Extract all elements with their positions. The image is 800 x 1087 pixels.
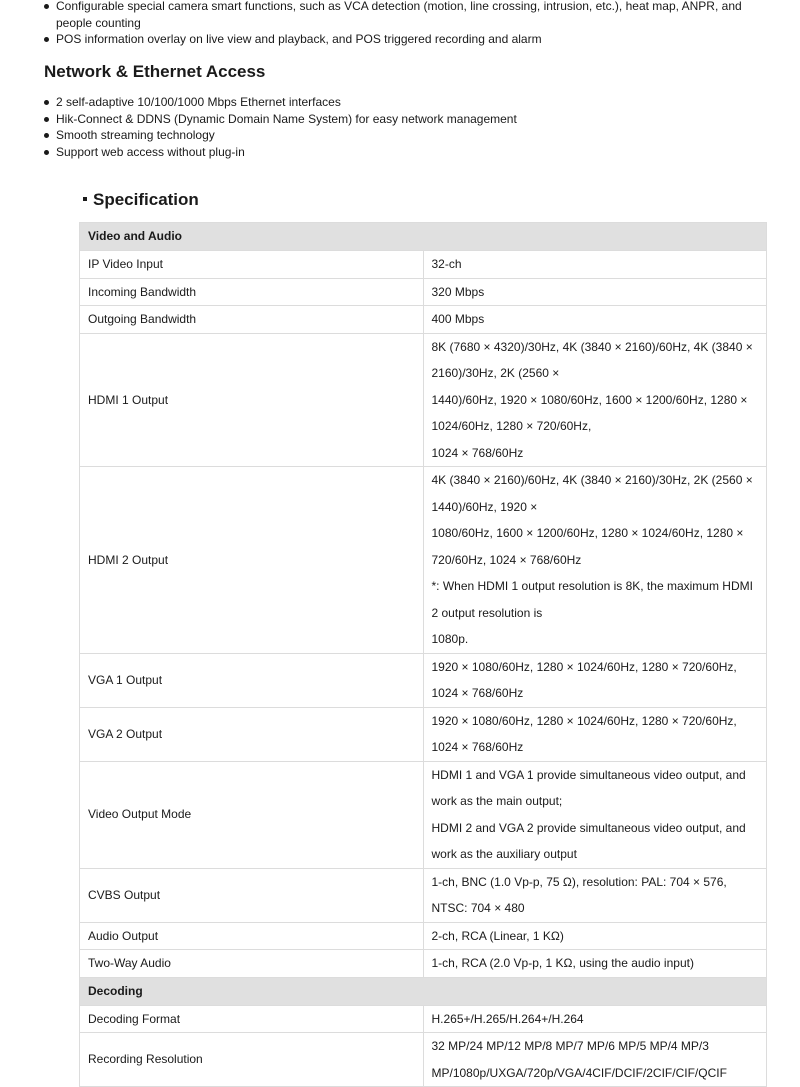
spec-value — [423, 707, 767, 761]
smart-features-list — [44, 0, 774, 48]
spec-value-line: 1920 × 1080/60Hz, 1280 × 1024/60Hz, 1280 × 720/60Hz, 1024 × 768/60Hz — [431, 713, 737, 754]
spec-value — [423, 868, 767, 922]
spec-value — [423, 922, 767, 950]
spec-value-line: *: When HDMI 1 output resolution is 8K, the maximum HDMI 2 output resolution is — [431, 579, 753, 620]
bullet-item: Support web access without plug-in — [44, 144, 774, 161]
table-row — [80, 467, 767, 654]
spec-label: Audio Output — [80, 922, 424, 950]
spec-label: Decoding Format — [80, 1005, 424, 1033]
spec-value — [423, 467, 767, 654]
spec-label: Incoming Bandwidth — [80, 278, 424, 306]
network-section-title: Network & Ethernet Access — [44, 62, 266, 81]
specification-table — [79, 222, 767, 1087]
spec-value — [423, 653, 767, 707]
square-bullet-icon — [83, 197, 87, 201]
table-row — [80, 950, 767, 978]
table-row — [80, 707, 767, 761]
table-row — [80, 306, 767, 334]
spec-value-line: 1920 × 1080/60Hz, 1280 × 1024/60Hz, 1280 × 720/60Hz, 1024 × 768/60Hz — [431, 659, 737, 700]
spec-value — [423, 1005, 767, 1033]
table-row — [80, 653, 767, 707]
table-row — [80, 1005, 767, 1033]
spec-value — [423, 950, 767, 978]
spec-value-line: 1080p. — [431, 632, 469, 646]
spec-label: Video Output Mode — [80, 761, 424, 868]
spec-value-line: 1024 × 768/60Hz — [431, 445, 524, 460]
spec-value-line: HDMI 2 and VGA 2 provide simultaneous video output, and work as the auxiliary output — [431, 820, 746, 861]
bullet-item: 2 self-adaptive 10/100/1000 Mbps Ethernet interfaces — [44, 94, 774, 111]
spec-value-line: 32-ch — [431, 257, 462, 271]
spec-label: HDMI 1 Output — [80, 333, 424, 467]
table-row — [80, 922, 767, 950]
spec-label: Outgoing Bandwidth — [80, 306, 424, 334]
network-features-list — [44, 94, 774, 160]
section-header: Decoding — [80, 977, 767, 1005]
bullet-item: Smooth streaming technology — [44, 127, 774, 144]
table-row — [80, 868, 767, 922]
specification-title-text: Specification — [93, 190, 199, 209]
section-header-row — [80, 223, 767, 251]
spec-label: IP Video Input — [80, 251, 424, 279]
spec-value — [423, 1033, 767, 1087]
spec-value-line: 2-ch, RCA (Linear, 1 KΩ) — [431, 928, 564, 943]
spec-value-line: MP/1080p/UXGA/720p/VGA/4CIF/DCIF/2CIF/CIF/QCIF — [431, 1065, 727, 1080]
spec-value — [423, 761, 767, 868]
table-row — [80, 761, 767, 868]
spec-value-line: 4K (3840 × 2160)/60Hz, 4K (3840 × 2160)/30Hz, 2K (2560 × 1440)/60Hz, 1920 × — [431, 473, 753, 514]
spec-value-line: 1-ch, BNC (1.0 Vp-p, 75 Ω), resolution: PAL: 704 × 576, NTSC: 704 × 480 — [431, 874, 727, 915]
spec-value-line: 400 Mbps — [431, 312, 485, 326]
spec-value-line: 320 Mbps — [431, 284, 485, 299]
bullet-item: Hik-Connect & DDNS (Dynamic Domain Name System) for easy network management — [44, 111, 774, 128]
spec-label: HDMI 2 Output — [80, 467, 424, 654]
spec-value-line: 32 MP/24 MP/12 MP/8 MP/7 MP/6 MP/5 MP/4 MP/3 — [431, 1039, 709, 1053]
spec-label: CVBS Output — [80, 868, 424, 922]
table-row — [80, 251, 767, 279]
spec-value-line: 8K (7680 × 4320)/30Hz, 4K (3840 × 2160)/60Hz, 4K (3840 × 2160)/30Hz, 2K (2560 × — [431, 339, 753, 380]
table-row — [80, 1033, 767, 1087]
spec-value-line: HDMI 1 and VGA 1 provide simultaneous video output, and work as the main output; — [431, 767, 746, 808]
bullet-item: Configurable special camera smart functions, such as VCA detection (motion, line crossing, intrusion, etc.), heat map, ANPR, and people counting — [44, 0, 774, 31]
spec-value-line: H.265+/H.265/H.264+/H.264 — [431, 1011, 584, 1026]
spec-label: VGA 1 Output — [80, 653, 424, 707]
specification-title — [83, 190, 199, 210]
spec-value — [423, 333, 767, 467]
spec-label: Two-Way Audio — [80, 950, 424, 978]
spec-value — [423, 306, 767, 334]
spec-value-line: 1-ch, RCA (2.0 Vp-p, 1 KΩ, using the audio input) — [431, 956, 694, 970]
spec-value — [423, 278, 767, 306]
spec-value — [423, 251, 767, 279]
spec-label: VGA 2 Output — [80, 707, 424, 761]
spec-label: Recording Resolution — [80, 1033, 424, 1087]
section-header-row — [80, 977, 767, 1005]
section-header: Video and Audio — [80, 223, 767, 251]
bullet-item: POS information overlay on live view and playback, and POS triggered recording and alarm — [44, 31, 774, 48]
table-row — [80, 333, 767, 467]
spec-value-line: 1080/60Hz, 1600 × 1200/60Hz, 1280 × 1024/60Hz, 1280 × 720/60Hz, 1024 × 768/60Hz — [431, 526, 744, 567]
spec-value-line: 1440)/60Hz, 1920 × 1080/60Hz, 1600 × 1200/60Hz, 1280 × 1024/60Hz, 1280 × 720/60Hz, — [431, 392, 748, 433]
table-row — [80, 278, 767, 306]
